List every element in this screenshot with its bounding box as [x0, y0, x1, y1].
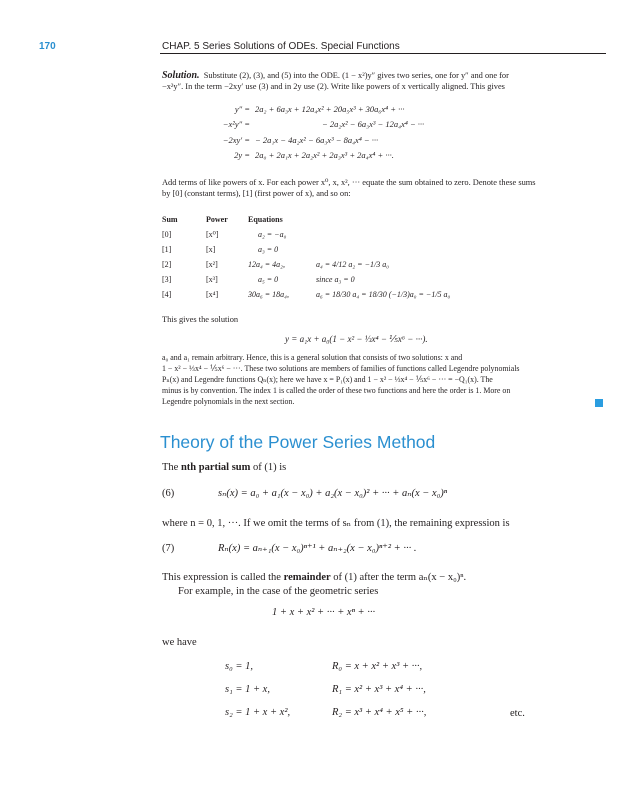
row-eq2: a₆ = 18/30 a₄ = 18/30 (−1/3)a₀ = −1/5 a₀ — [316, 290, 451, 299]
aligned-eq-lhs: −2xy′ = — [222, 134, 250, 145]
row-eq1: a₅ = 0 — [258, 275, 279, 284]
row-eq1: a₂ = −a₀ — [258, 230, 287, 239]
partial-sum-s: s₁ = 1 + x, — [225, 684, 270, 695]
intro-line-1: Substitute (2), (3), and (5) into the ODE. (1 − x²)y″ gives two series, one for y″ and one for — [203, 71, 509, 80]
closing-line: a₀ and a₁ remain arbitrary. Hence, this is a general solution that consists of two solutions: x and — [162, 353, 463, 362]
table-header-equations: Equations — [248, 214, 283, 224]
solution-equation: y = a₁x + a₀(1 − x² − ⅓x⁴ − ⅕x⁶ − ···). — [285, 334, 428, 344]
page-number: 170 — [39, 41, 56, 52]
eq7: Rₙ(x) = aₙ₊₁(x − x₀)ⁿ⁺¹ + aₙ₊₂(x − x₀)ⁿ⁺² + ··· . — [218, 543, 417, 554]
table-row — [162, 287, 450, 302]
aligned-eq-rhs: − 2a₂x² − 6a₃x³ − 12a₄x⁴ − ··· — [322, 119, 425, 130]
row-power: [x⁰] — [206, 230, 219, 239]
geometric-series: 1 + x + x² + ··· + xⁿ + ··· — [272, 607, 376, 618]
row-power: [x] — [206, 245, 216, 254]
running-title: CHAP. 5 Series Solutions of ODEs. Special Functions — [162, 41, 400, 52]
row-sum: [4] — [162, 290, 172, 299]
row-sum: [0] — [162, 230, 172, 239]
aligned-eq-lhs: −x²y″ = — [222, 119, 250, 130]
row-power: [x⁴] — [206, 290, 219, 299]
partial-sum-r: R₂ = x³ + x⁴ + x⁵ + ···, — [332, 707, 427, 718]
gives-solution-text: This gives the solution — [162, 315, 239, 324]
aligned-eq-row — [180, 117, 560, 133]
table-row — [162, 227, 450, 242]
intro-line-2: −x²y″. In the term −2xy′ use (3) and in 2y use (2). Write like powers of x vertically aligned. This gives — [162, 82, 505, 91]
nth-prefix: The — [162, 462, 181, 473]
header-rule — [160, 53, 606, 54]
example-line: For example, in the case of the geometric series — [178, 586, 379, 597]
partial-sum-s: s₀ = 1, — [225, 661, 253, 672]
closing-line: 1 − x² − ⅓x⁴ − ⅕x⁶ − ···. These two solutions are members of families of functions called Legendre polynomials — [162, 364, 520, 373]
aligned-eq-row — [180, 101, 560, 117]
row-eq1: a₃ = 0 — [258, 245, 279, 254]
row-sum: [1] — [162, 245, 172, 254]
nth-bold: nth partial sum — [180, 462, 251, 473]
add-line-2: by [0] (constant terms), [1] (first power of x), and so on: — [162, 189, 351, 198]
row-power: [x²] — [206, 260, 218, 269]
closing-line: minus is by convention. The index 1 is called the order of these two functions and here the order is 1. More on — [162, 386, 511, 395]
nth-suffix: of (1) is — [250, 462, 287, 473]
aligned-eq-rhs: 2a₂ + 6a₃x + 12a₄x² + 20a₅x³ + 30a₆x⁴ + ··· — [255, 103, 405, 114]
table-row — [162, 272, 450, 287]
row-sum: [3] — [162, 275, 172, 284]
table-header-sum: Sum — [162, 214, 178, 224]
nth-partial-sum-intro — [162, 462, 286, 473]
closing-paragraph — [162, 352, 606, 407]
row-eq2 — [310, 227, 450, 242]
row-power: [x³] — [206, 275, 218, 284]
partial-sum-s: s₂ = 1 + x + x², — [225, 707, 291, 718]
end-of-proof-square — [595, 399, 603, 407]
solution-intro — [162, 70, 606, 92]
etc-text: etc. — [510, 708, 525, 719]
closing-line: Pₙ(x) and Legendre functions Qₙ(x); here we have x = P₁(x) and 1 − x² − ⅓x⁴ − ⅕x⁶ − ··· = −Q₁(x). The — [162, 375, 493, 384]
aligned-eq-rhs: − 2a₁x − 4a₂x² − 6a₃x³ − 8a₄x⁴ − ··· — [255, 134, 379, 145]
row-sum: [2] — [162, 260, 172, 269]
eq6: sₙ(x) = a₀ + a₁(x − x₀) + a₂(x − x₀)² + ··· + aₙ(x − x₀)ⁿ — [218, 488, 448, 499]
partial-sum-r: R₀ = x + x² + x³ + ···, — [332, 661, 423, 672]
section-title: Theory of the Power Series Method — [160, 432, 436, 452]
table-header-power: Power — [206, 214, 228, 224]
aligned-eq-row — [180, 132, 560, 148]
remainder-bold: remainder — [283, 572, 331, 583]
solution-label: Solution. — [162, 70, 200, 81]
aligned-eq-lhs: y″ = — [234, 103, 250, 114]
row-eq1: 30a₆ = 18a₄, — [248, 290, 289, 299]
eq6-label: (6) — [162, 488, 175, 499]
table-row — [162, 242, 450, 257]
row-eq1: 12a₄ = 4a₂, — [248, 260, 285, 269]
closing-line: Legendre polynomials in the next section. — [162, 397, 295, 406]
aligned-eq-rhs: 2a₀ + 2a₁x + 2a₂x² + 2a₃x³ + 2a₄x⁴ + ···. — [255, 150, 394, 161]
add-terms-paragraph — [162, 177, 606, 199]
we-have: we have — [162, 637, 197, 648]
add-line-1: Add terms of like powers of x. For each power x⁰, x, x², ··· equate the sum obtained to zero. Denote these sums — [162, 178, 536, 187]
table-row — [162, 257, 450, 272]
remainder-mid: of (1) after the term aₙ(x − x₀)ⁿ. — [330, 572, 467, 583]
row-eq2 — [310, 242, 450, 257]
where-line: where n = 0, 1, ···. If we omit the terms of sₙ from (1), the remaining expression is — [162, 518, 510, 529]
partial-sum-r: R₁ = x² + x³ + x⁴ + ···, — [332, 684, 426, 695]
remainder-prefix: This expression is called the — [162, 572, 284, 583]
aligned-eq-row — [180, 148, 560, 164]
eq7-label: (7) — [162, 543, 175, 554]
remainder-line — [162, 571, 466, 583]
row-eq2: since a₃ = 0 — [316, 275, 355, 284]
row-eq2: a₄ = 4/12 a₂ = −1/3 a₀ — [316, 260, 389, 269]
aligned-eq-lhs: 2y = — [234, 150, 250, 161]
aligned-equations — [180, 101, 560, 163]
recursion-table — [162, 211, 450, 302]
